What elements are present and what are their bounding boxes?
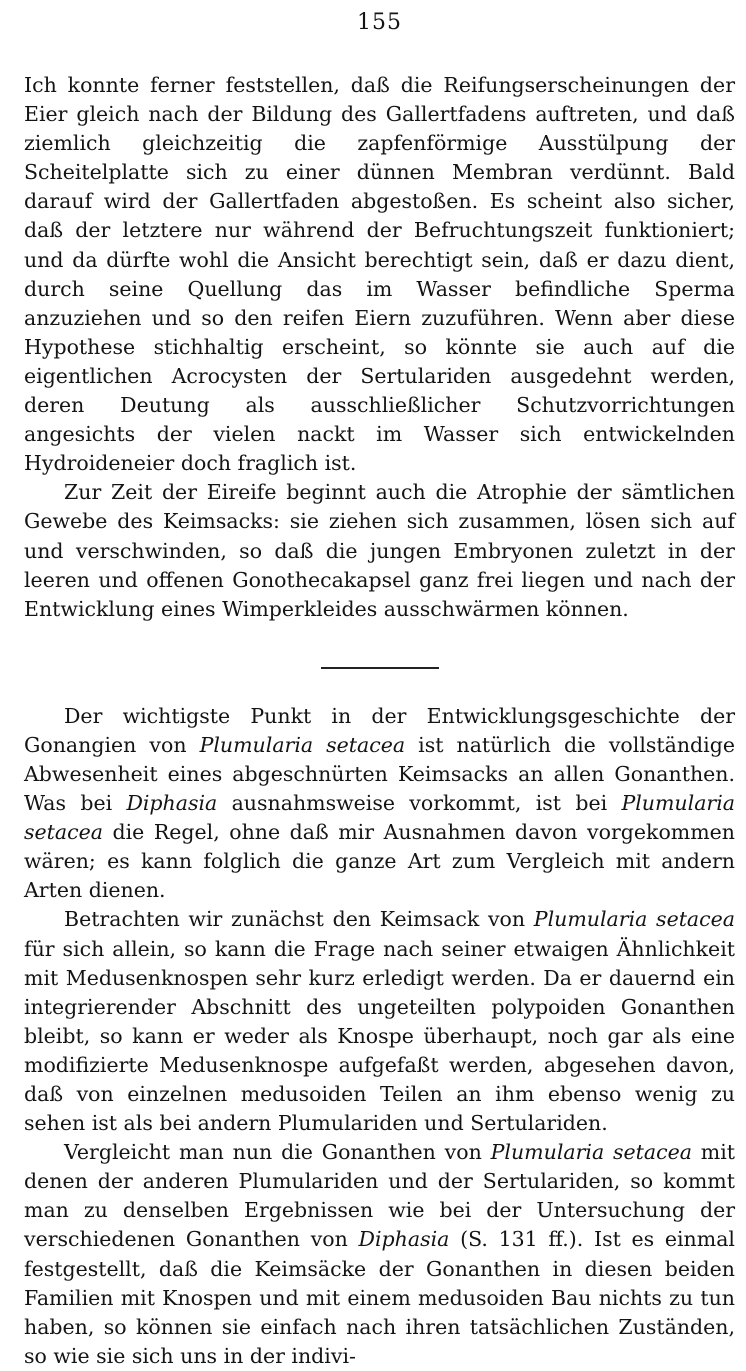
taxon-name: Plumularia setacea bbox=[24, 791, 735, 845]
text-run: ist natürlich die vollständige Abwesenheit eines abgeschnürten Keimsacks an allen Gonanthen. Was bei bbox=[24, 732, 735, 816]
text-run: (S. 131 ff.). Ist es einmal festgestellt, daß die Keimsäcke der Gonanthen in diesen beiden Familien mit Knospen und mit einem medusoiden Bau nichts zu tun haben, so können sie einfach nach ihren tatsächlichen Zuständen, so wie sie sich uns in der indivi- bbox=[24, 1227, 735, 1368]
text-run: Ich konnte ferner feststellen, daß die Reifungserscheinungen der Eier gleich nach der Bildung des Gallertfadens auftreten, und daß ziemlich gleichzeitig die zapfenförmige Ausstülpung der Scheitelplatte sich zu einer dünnen Membran verdünnt. Bald darauf wird der Gallertfaden abgestoßen. Es scheint also sicher, daß der letztere nur während der Befruchtungszeit funktioniert; und da dürfte wohl die Ansicht berechtigt sein, daß er dazu dient, durch seine Quellung das im Wasser befindliche Sperma anzuziehen und so den reifen Eiern zuzuführen. Wenn aber diese Hypothese stichhaltig erscheint, so könnte sie auch auf die eigentlichen Acrocysten der Sertulariden ausgedehnt werden, deren Deutung als ausschließlicher Schutzvorrichtungen angesichts der vielen nackt im Wasser sich entwickelnden Hydroideneier doch fraglich ist. bbox=[24, 73, 735, 476]
paragraph-medusenknospen bbox=[24, 905, 735, 1138]
paragraph-eireife bbox=[24, 478, 735, 623]
text-run: mit denen der anderen Plumulariden und der Sertulariden, so kommt man zu denselben Ergebnissen wie bei der Untersuchung der verschiedenen Gonanthen von bbox=[24, 1140, 736, 1252]
document-page bbox=[24, 0, 735, 1371]
taxon-name: Diphasia bbox=[126, 791, 218, 816]
text-run: Der wichtigste Punkt in der Entwicklungsgeschichte der Gonangien von bbox=[24, 703, 735, 757]
taxon-name: Plumularia setacea bbox=[533, 907, 735, 932]
paragraph-keimsack-abwesenheit bbox=[24, 702, 735, 906]
text-run: Vergleicht man nun die Gonanthen von bbox=[64, 1140, 491, 1165]
paragraph-reifung bbox=[24, 71, 735, 478]
text-run: Zur Zeit der Eireife beginnt auch die Atrophie der sämtlichen Gewebe des Keimsacks: sie ziehen sich zusammen, lösen sich auf und verschwinden, so daß die jungen Embryonen zuletzt in der leeren und offenen Gonothecakapsel ganz frei liegen und nach der Entwicklung eines Wimperkleides ausschwärmen können. bbox=[24, 480, 735, 621]
taxon-name: Plumularia setacea bbox=[199, 732, 406, 757]
text-run: die Regel, ohne daß mir Ausnahmen davon vorgekommen wären; es kann folglich die ganze Art zum Vergleich mit andern Arten dienen. bbox=[24, 820, 735, 903]
taxon-name: Diphasia bbox=[358, 1227, 450, 1252]
paragraph-vergleich bbox=[24, 1138, 735, 1371]
page-number: 155 bbox=[357, 10, 402, 35]
text-run: für sich allein, so kann die Frage nach seiner etwaigen Ähnlichkeit mit Medusenknospen sehr kurz erledigt werden. Da er dauernd ein integrierender Abschnitt des ungeteilten polypoiden Gonanthen bleibt, so kann er weder als Knospe überhaupt, noch gar als eine modifizierte Medusenknospe aufgefaßt werden, abgesehen davon, daß von einzelnen medusoiden Teilen an ihm ebenso wenig zu sehen ist als bei andern Plumulariden und Sertulariden. bbox=[24, 936, 735, 1136]
text-run: ausnahmsweise vorkommt, ist bei bbox=[217, 791, 622, 816]
text-run: Betrachten wir zunächst den Keimsack von bbox=[64, 907, 534, 932]
section-divider bbox=[321, 667, 439, 669]
taxon-name: Plumularia setacea bbox=[490, 1140, 692, 1165]
